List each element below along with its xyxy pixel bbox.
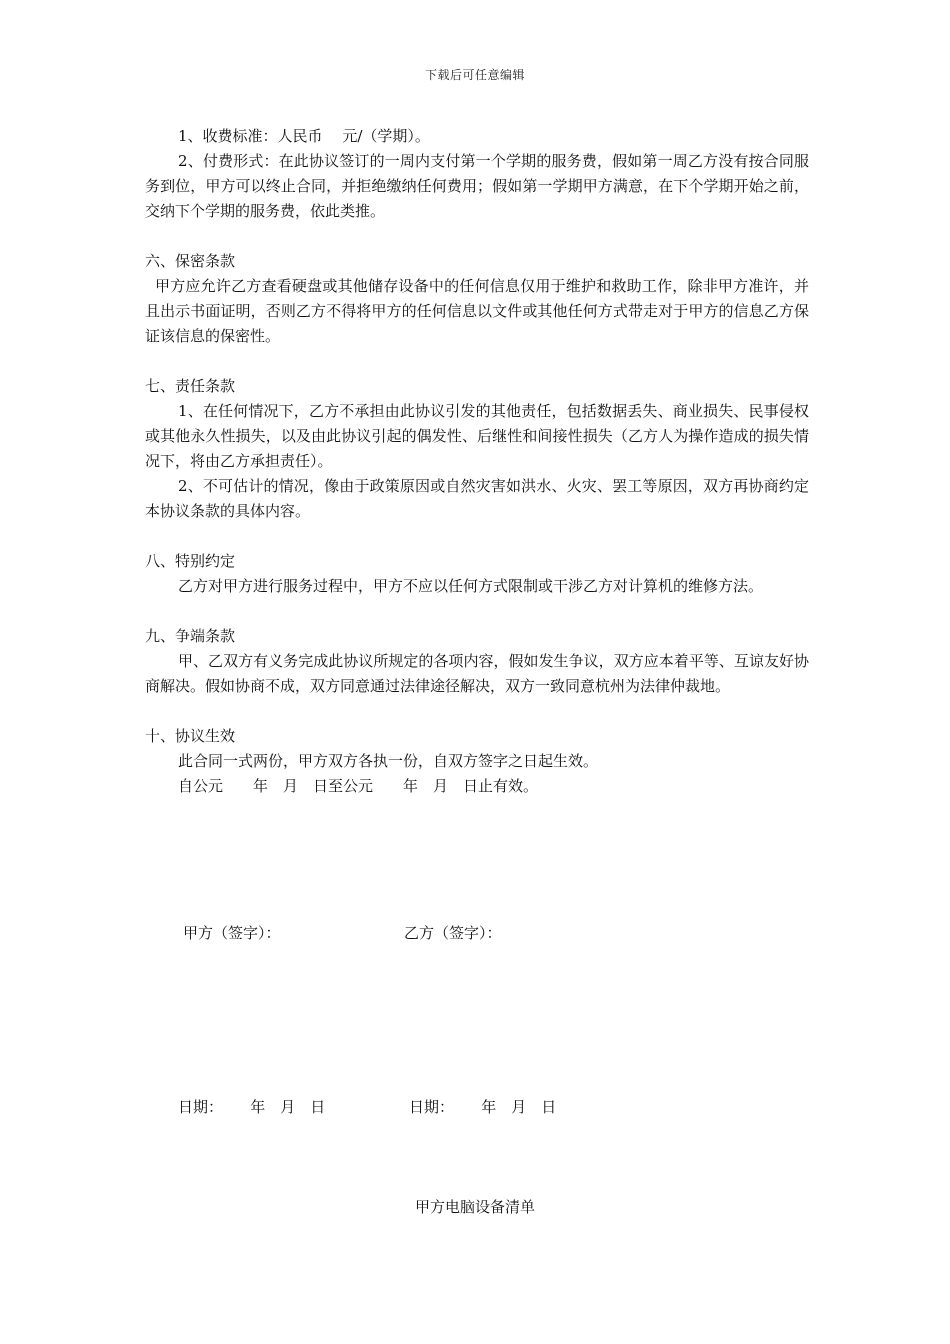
party-a-signature-label: 甲方（签字）： bbox=[183, 924, 281, 942]
section-8-title: 八、特别约定 bbox=[145, 552, 236, 570]
section-6-paragraph: 甲方应允许乙方查看硬盘或其他储存设备中的任何信息仅用于维护和救助工作，除非甲方准许，并且出示书面证明，否则乙方不得将甲方的任何信息以文件或其他任何方式带走对于甲方的信息乙方保证该信息的保密性。 bbox=[145, 277, 809, 345]
section-7-paragraph-2: 2、不可估计的情况，像由于政策原因或自然灾害如洪水、火灾、罢工等原因，双方再协商约定本协议条款的具体内容。 bbox=[145, 477, 809, 520]
section-9-paragraph: 甲、乙双方有义务完成此协议所规定的各项内容，假如发生争议，双方应本着平等、互谅友好协商解决。假如协商不成，双方同意通过法律途径解决，双方一致同意杭州为法律仲裁地。 bbox=[145, 652, 809, 695]
equipment-list-title: 甲方电脑设备清单 bbox=[414, 1198, 535, 1216]
party-b-signature-label: 乙方（签字）： bbox=[404, 924, 502, 942]
section-6-title: 六、保密条款 bbox=[145, 252, 236, 270]
document-body bbox=[145, 124, 809, 799]
section-10-paragraph-2: 自公元 年 月 日至公元 年 月 日止有效。 bbox=[178, 777, 539, 795]
section-10-title: 十、协议生效 bbox=[145, 727, 236, 745]
party-b-date-label: 日期： 年 月 日 bbox=[409, 1098, 557, 1116]
section-7-title: 七、责任条款 bbox=[145, 377, 236, 395]
section-10-paragraph-1: 此合同一式两份，甲方双方各执一份，自双方签字之日起生效。 bbox=[178, 752, 599, 770]
payment-method-paragraph: 2、付费形式：在此协议签订的一周内支付第一个学期的服务费，假如第一周乙方没有按合同服务到位，甲方可以终止合同，并拒绝缴纳任何费用；假如第一学期甲方满意，在下个学期开始之前，交纳下个学期的服务费，依此类推。 bbox=[145, 152, 809, 220]
page-header: 下载后可任意编辑 bbox=[424, 68, 525, 82]
section-8-paragraph: 乙方对甲方进行服务过程中，甲方不应以任何方式限制或干涉乙方对计算机的维修方法。 bbox=[178, 577, 764, 595]
section-7-paragraph-1: 1、在任何情况下，乙方不承担由此协议引发的其他责任，包括数据丢失、商业损失、民事侵权或其他永久性损失，以及由此协议引起的偶发性、后继性和间接性损失（乙方人为操作造成的损失情况下，将由乙方承担责任）。 bbox=[145, 402, 809, 470]
section-9-title: 九、争端条款 bbox=[145, 627, 236, 645]
fee-standard-paragraph: 1、收费标准：人民币 元/（学期）。 bbox=[178, 127, 430, 145]
party-a-date-label: 日期： 年 月 日 bbox=[178, 1098, 326, 1116]
